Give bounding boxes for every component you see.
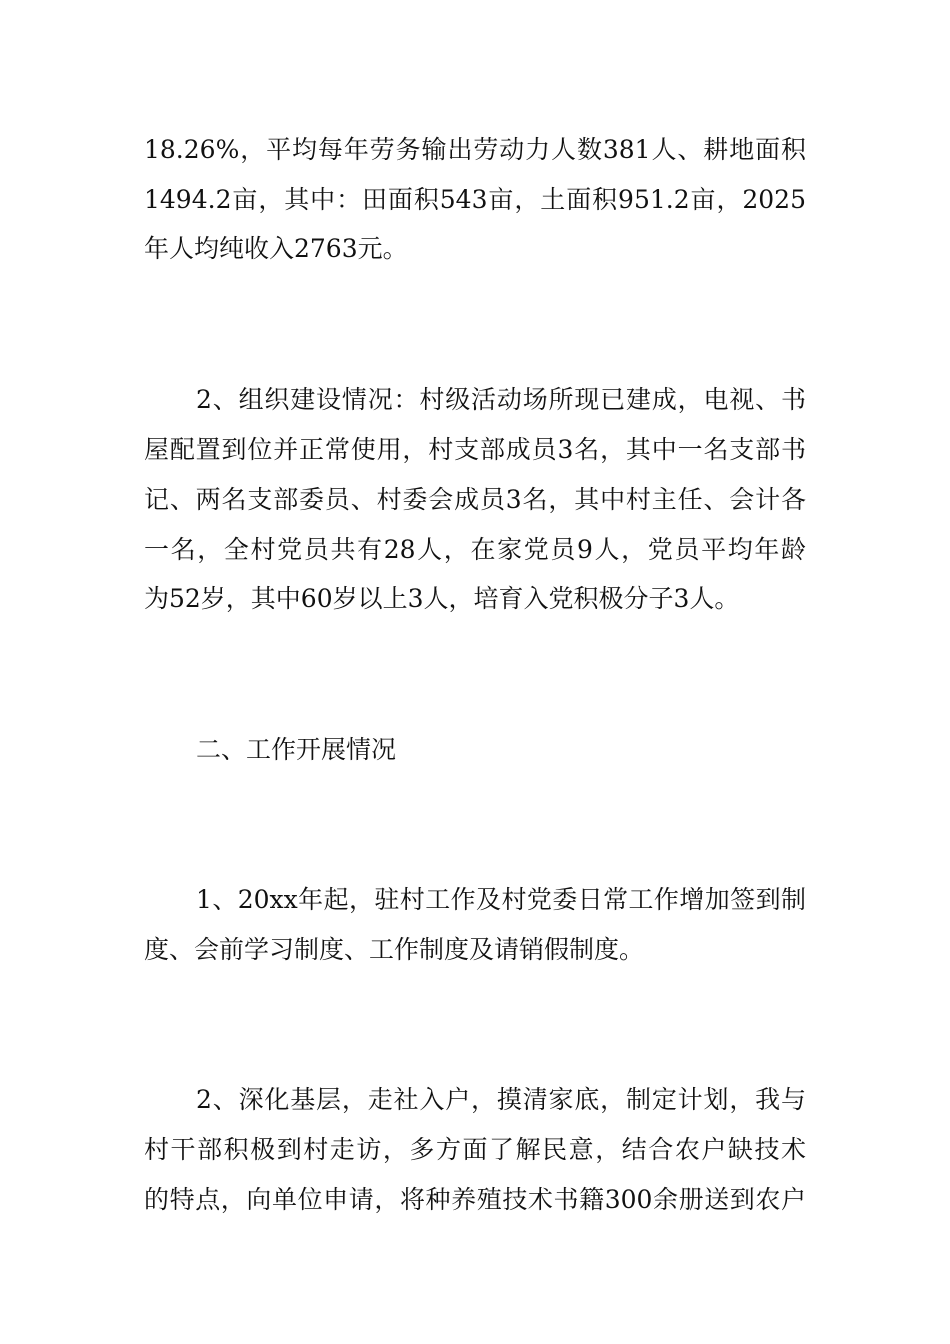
paragraph-1-line-2: 1494.2亩，其中：田面积543亩，土面积951.2亩，2025 <box>144 185 806 214</box>
section-heading: 二、工作开展情况 <box>196 735 397 764</box>
paragraph-4-line-3: 的特点，向单位申请，将种养殖技术书籍300余册送到农户 <box>144 1185 806 1214</box>
paragraph-2-line-2: 屋配置到位并正常使用，村支部成员3名，其中一名支部书 <box>144 435 806 464</box>
paragraph-1-line-1: 18.26%，平均每年劳务输出劳动力人数381人、耕地面积 <box>144 135 806 164</box>
paragraph-3-line-1: 1、20xx年起，驻村工作及村党委日常工作增加签到制 <box>196 885 806 914</box>
paragraph-2-line-1: 2、组织建设情况：村级活动场所现已建成，电视、书 <box>196 385 806 414</box>
paragraph-1-line-3: 年人均纯收入2763元。 <box>144 234 408 263</box>
paragraph-3-line-2: 度、会前学习制度、工作制度及请销假制度。 <box>144 935 645 964</box>
paragraph-4-line-2: 村干部积极到村走访，多方面了解民意，结合农户缺技术 <box>144 1135 806 1164</box>
paragraph-2-line-4: 一名，全村党员共有28人，在家党员9人，党员平均年龄 <box>144 535 806 564</box>
paragraph-2-line-5: 为52岁，其中60岁以上3人，培育入党积极分子3人。 <box>144 584 740 613</box>
paragraph-4-line-1: 2、深化基层，走社入户，摸清家底，制定计划，我与 <box>196 1085 806 1114</box>
paragraph-2-line-3: 记、两名支部委员、村委会成员3名，其中村主任、会计各 <box>144 485 806 514</box>
